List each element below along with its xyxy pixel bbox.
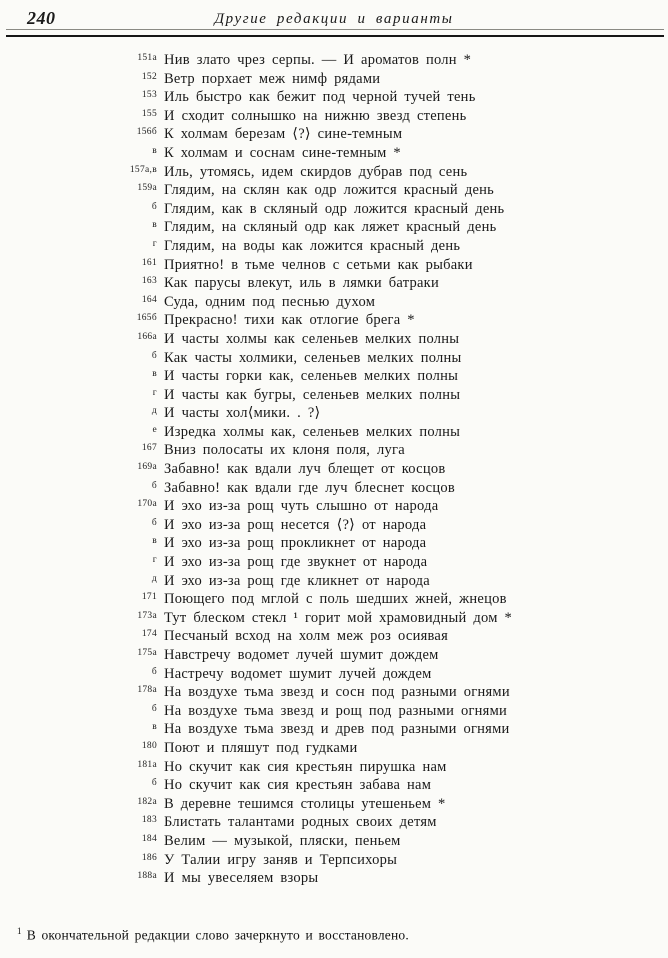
line-number: 178а [137,685,157,696]
line-text: Как часты холмики, селеньев мелких полны [164,349,462,366]
line-text: В деревне тешимся столицы утешеньем * [164,795,446,812]
line-text: Глядим, на склян как одр ложится красный день [164,182,495,199]
running-head-title: Другие редакции и варианты [214,11,454,27]
verse-line [0,740,668,759]
line-number: 170а [137,499,157,510]
verse-line [0,480,668,499]
verse-line [0,721,668,740]
line-text: Иль быстро как бежит под черной тучей тень [164,89,476,106]
line-text: И эхо из-за рощ где звукнет от народа [164,554,428,571]
line-text: Но скучит как сия крестьян пирушка нам [164,758,447,775]
verse-line [0,164,668,183]
line-text: Ветр порхает меж нимф рядами [164,70,381,87]
line-number: б [151,778,157,789]
verse-line [0,759,668,778]
verse-line [0,257,668,276]
line-number: 183 [141,815,157,826]
line-text: Но скучит как сия крестьян забава нам [164,777,432,794]
page-number: 240 [27,8,56,28]
line-number: 166а [137,331,157,342]
line-text: Забавно! как вдали луч блещет от косцов [164,461,446,478]
line-number: 153 [141,90,157,101]
line-number: д [151,406,157,417]
line-text: Навстречу водомет лучей шумит дождем [164,647,439,663]
footnote-marker: 1 [17,926,22,936]
line-number: 161 [141,257,157,268]
line-text: К холмам и соснам сине-темным * [164,144,401,161]
line-text: И эхо из-за рощ чуть слышно от народа [164,498,439,515]
verse-line [0,461,668,480]
line-number: б [151,480,157,491]
line-text: Вниз полосаты их клоня поля, луга [164,442,405,459]
line-number: 152 [141,71,157,82]
line-number: 159а [137,183,157,194]
verse-line [0,145,668,164]
line-number: 180 [141,740,157,751]
line-number: 164 [141,294,157,305]
verse-line [0,238,668,257]
verse-line [0,573,668,592]
verse-line [0,201,668,220]
verse-line [0,535,668,554]
verse-line [0,777,668,796]
line-number: 156б [136,127,157,138]
verse-line [0,424,668,443]
line-text: Велим — музыкой, пляски, пеньем [164,832,401,849]
line-number: г [152,238,157,249]
line-number: 175а [137,648,157,658]
line-number: 171 [141,592,157,603]
line-text: И часты холмы как селеньев мелких полны [164,330,460,347]
verse-list [0,52,668,889]
line-number: б [151,350,157,361]
verse-line [0,405,668,424]
line-number: д [151,573,157,584]
verse-line [0,796,668,815]
line-text: И эхо из-за рощ где кликнет от народа [164,572,430,589]
line-text: Блистать талантами родных своих детям [164,814,437,831]
verse-line [0,52,668,71]
line-number: б [151,666,157,677]
line-number: 186 [141,852,157,863]
line-number: 167 [141,443,157,454]
line-text: И эхо из-за рощ несется ⟨?⟩ от народа [164,516,427,533]
verse-line [0,331,668,350]
line-text: Изредка холмы как, селеньев мелких полны [164,423,461,440]
verse-line [0,498,668,517]
verse-line [0,554,668,573]
verse-line [0,684,668,703]
verse-line [0,814,668,833]
line-text: И часты хол⟨мики. . ?⟩ [164,405,321,422]
line-number: в [152,369,157,380]
footnote-text: В окончательной редакции слово зачеркнуто и восстановлено. [26,927,409,943]
line-text: Забавно! как вдали где луч блеснет косцов [164,479,455,496]
line-number: б [151,703,157,714]
line-number: в [152,220,157,231]
line-number: 173а [137,610,157,621]
line-text: Поют и пляшут под гудками [164,739,358,756]
line-number: е [152,424,157,435]
verse-line [0,89,668,108]
line-text: К холмам березам ⟨?⟩ сине-темным [164,126,403,143]
line-text: Приятно! в тьме челнов с сетьми как рыбаки [164,256,473,273]
verse-line [0,628,668,647]
line-text: Тут блеском стекл ¹ горит мой храмовидный дом * [164,609,513,626]
line-number: в [152,536,157,547]
line-text: Настречу водомет шумит лучей дождем [164,665,432,682]
verse-line [0,647,668,666]
line-text: Суда, одним под песнью духом [164,293,376,310]
line-number: 181а [137,759,157,770]
line-text: Нив злато чрез серпы. — И ароматов полн * [164,52,472,68]
verse-line [0,350,668,369]
line-number: в [152,145,157,156]
line-number: 174 [141,629,157,640]
verse-line [0,442,668,461]
line-text: На воздухе тьма звезд и рощ под разными огнями [164,702,508,719]
verse-line [0,219,668,238]
verse-line [0,610,668,629]
verse-line [0,517,668,536]
verse-line [0,108,668,127]
verse-line [0,368,668,387]
verse-line [0,870,668,889]
line-text: У Талии игру заняв и Терпсихоры [164,851,398,868]
line-number: 169а [137,462,157,473]
line-text: Иль, утомясь, идем скирдов дубрав под сень [164,163,468,180]
line-text: Глядим, на воды как ложится красный день [164,237,461,254]
line-text: Глядим, как в скляный одр ложится красный день [164,200,505,217]
header-rule [6,29,664,37]
line-text: И эхо из-за рощ прокликнет от народа [164,535,427,552]
line-number: б [151,517,157,528]
line-text: Глядим, на скляный одр как ляжет красный день [164,219,497,236]
line-number: 165б [136,313,157,324]
line-text: И часты горки как, селеньев мелких полны [164,368,459,385]
line-text: Песчаный всход на холм меж роз осиявая [164,628,449,645]
verse-line [0,852,668,871]
line-number: г [152,387,157,398]
line-text: На воздухе тьма звезд и сосн под разными огнями [164,684,510,701]
verse-line [0,126,668,145]
verse-line [0,666,668,685]
line-number: 151а [137,53,157,63]
line-number: 155 [141,108,157,119]
line-text: И сходит солнышко на нижню звезд степень [164,107,467,124]
verse-line [0,71,668,90]
line-text: И мы увеселяем взоры [164,870,319,887]
line-number: 184 [141,833,157,844]
line-number: 163 [141,276,157,287]
verse-line [0,703,668,722]
line-text: На воздухе тьма звезд и древ под разными огнями [164,721,510,738]
line-number: г [152,555,157,566]
verse-line [0,591,668,610]
line-text: Как парусы влекут, иль в лямки батраки [164,275,439,292]
line-number: 182а [137,796,157,807]
verse-line [0,312,668,331]
line-number: 157а,в [129,164,157,175]
line-text: Прекрасно! тихи как отлогие брега * [164,312,415,329]
running-head [0,0,668,38]
verse-line [0,833,668,852]
line-text: И часты как бугры, селеньев мелких полны [164,386,461,403]
line-number: б [151,201,157,212]
verse-line [0,275,668,294]
verse-line [0,182,668,201]
footnote [17,926,409,944]
verse-line [0,294,668,313]
line-number: 188а [137,871,157,882]
line-text: Поющего под мглой с поль шедших жней, жнецов [164,591,507,608]
line-number: в [152,722,157,733]
verse-line [0,387,668,406]
